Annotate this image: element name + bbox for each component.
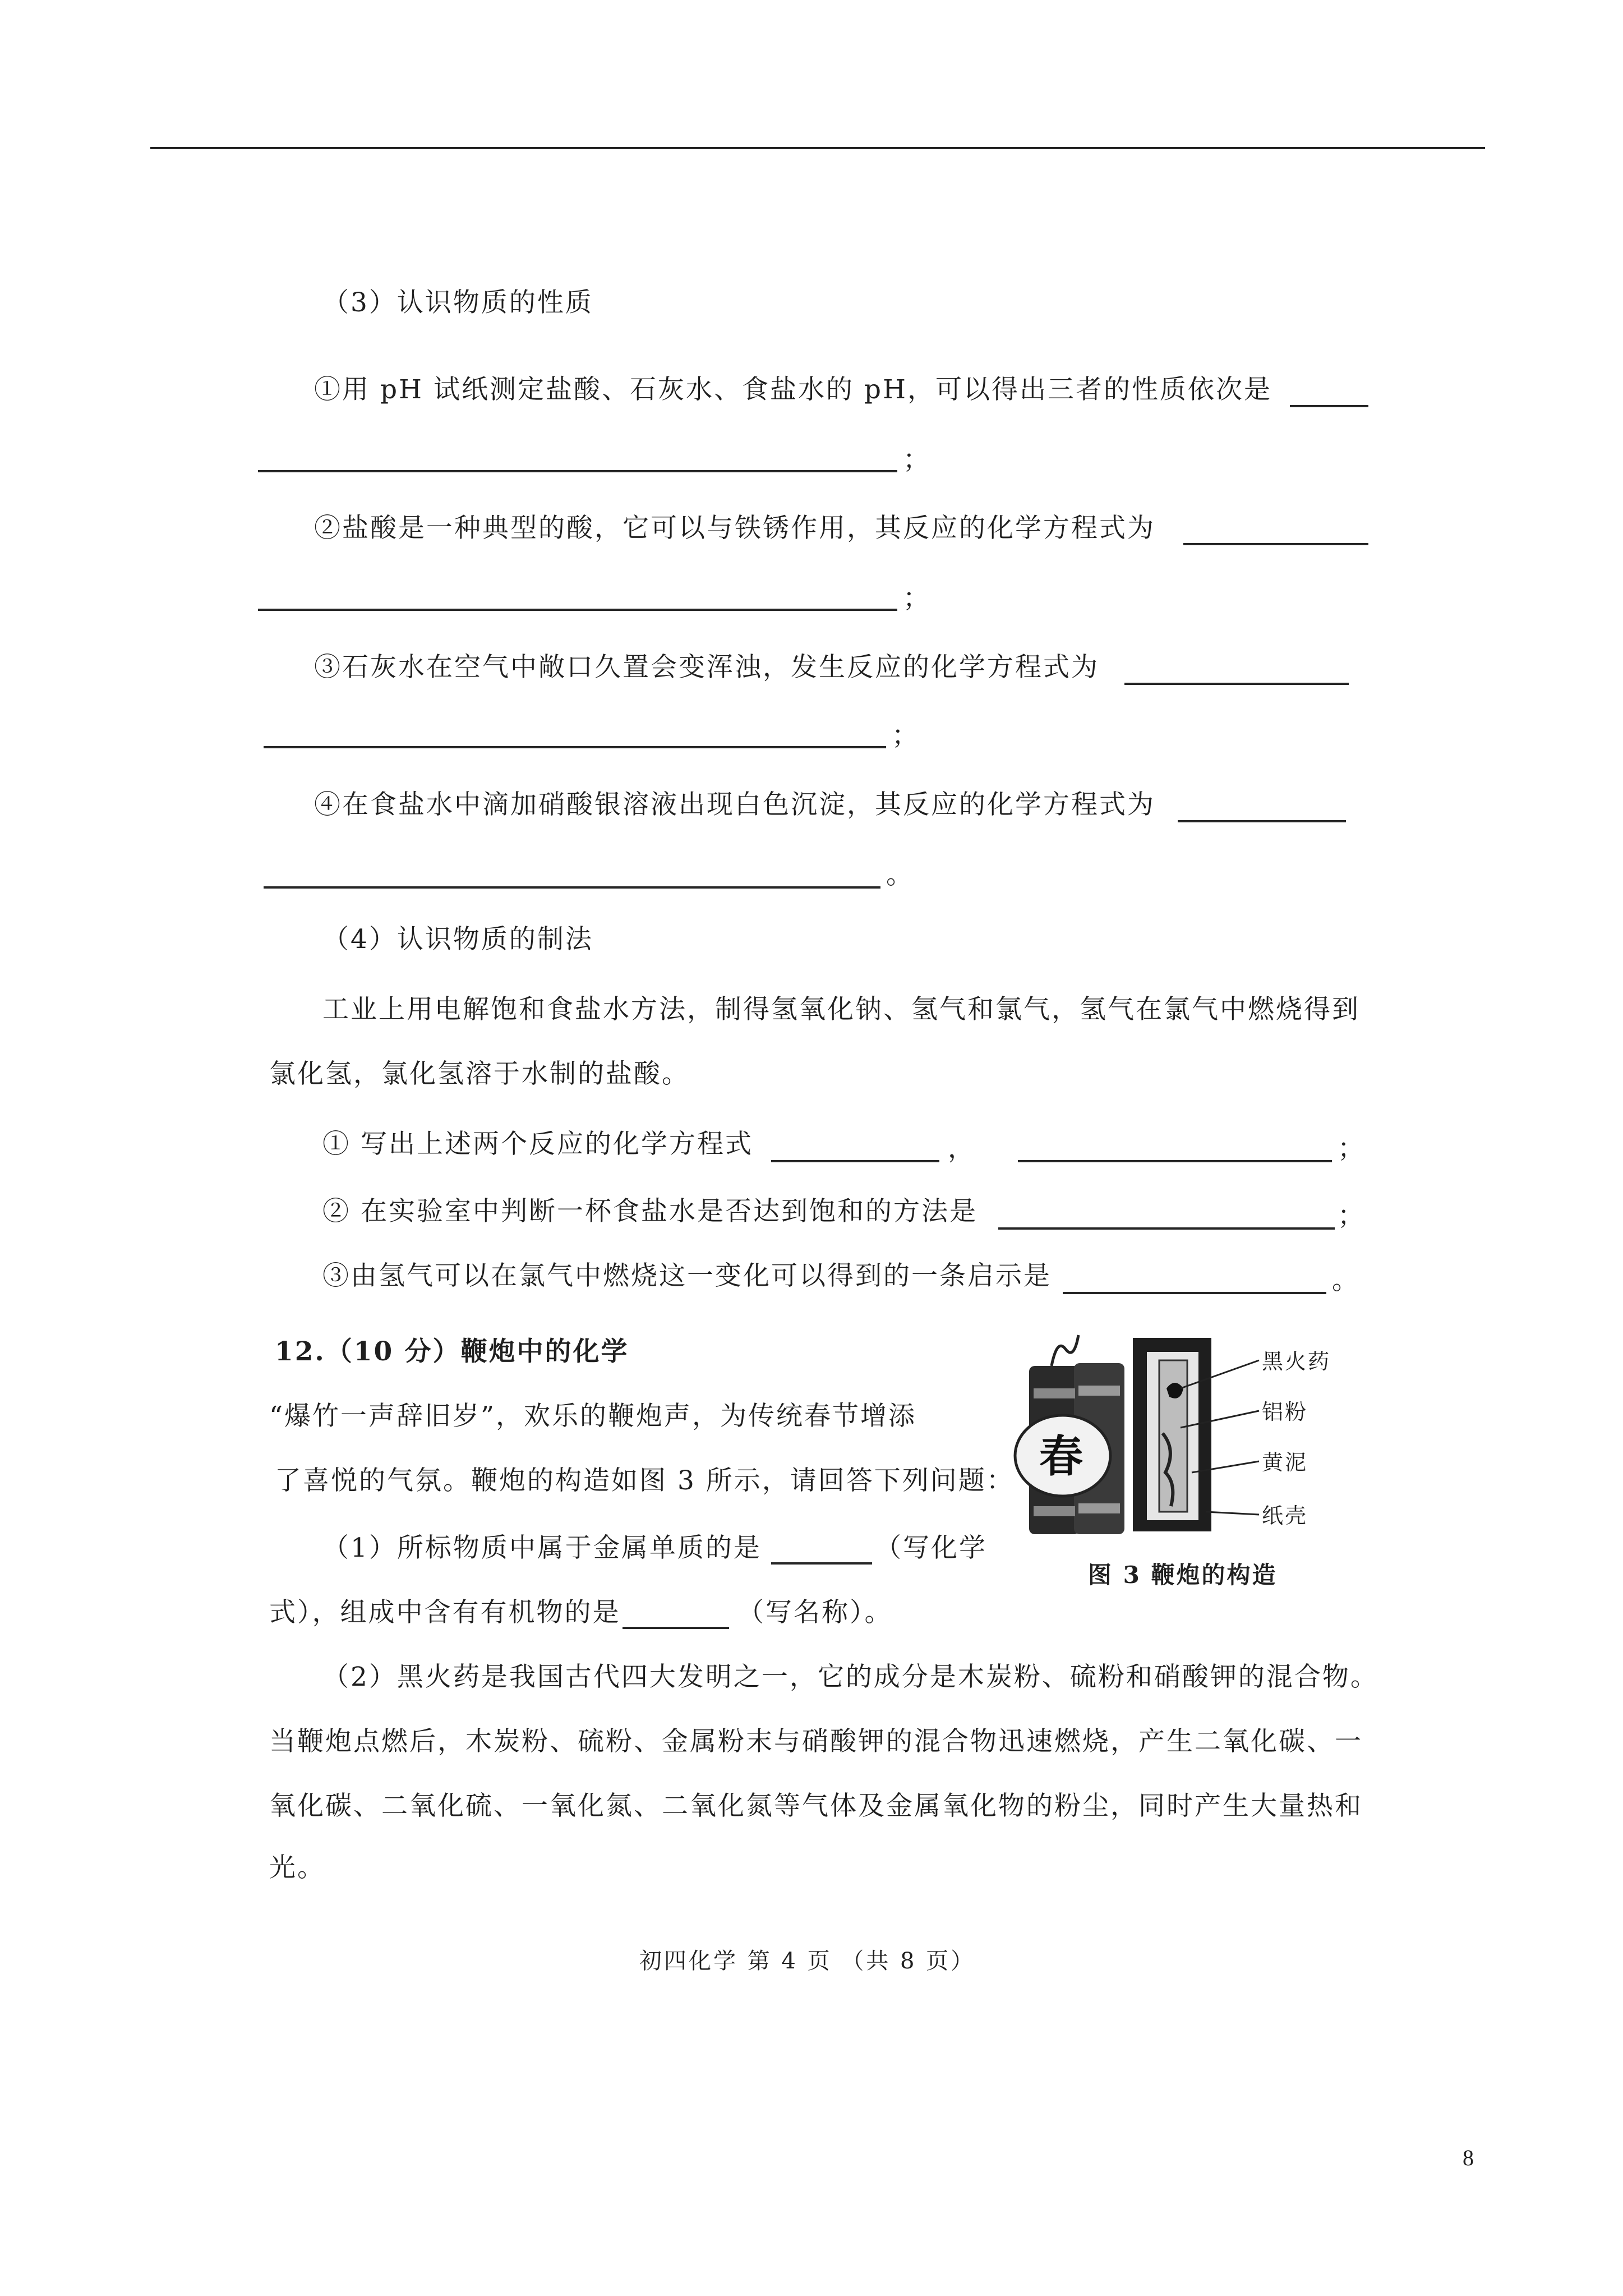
section3-question-1: ①用 pH 试纸测定盐酸、石灰水、食盐水的 pH，可以得出三者的性质依次是 bbox=[314, 374, 1272, 405]
answer-blank[interactable] bbox=[1063, 1292, 1326, 1294]
answer-blank[interactable] bbox=[1178, 820, 1346, 822]
section4-heading: （4）认识物质的制法 bbox=[322, 924, 593, 955]
question-12-intro-line-1: “爆竹一声辞旧岁”，欢乐的鞭炮声，为传统春节增添 bbox=[269, 1401, 917, 1432]
answer-blank[interactable] bbox=[771, 1562, 872, 1565]
page-footer: 初四化学 第 4 页 （共 8 页） bbox=[639, 1948, 976, 1974]
figure-label-yellow-clay: 黄泥 bbox=[1262, 1450, 1308, 1475]
wrapper-character: 春 bbox=[1039, 1431, 1083, 1482]
figure-label-black-powder: 黑火药 bbox=[1262, 1349, 1331, 1374]
section4-question-3: ③由氢气可以在氯气中燃烧这一变化可以得到的一条启示是 bbox=[322, 1260, 1052, 1291]
firecracker-figure bbox=[1012, 1327, 1276, 1551]
answer-blank[interactable] bbox=[1018, 1160, 1332, 1162]
question-12-title: 12.（10 分）鞭炮中的化学 bbox=[275, 1336, 629, 1367]
question-12-part-1-line-1: （1）所标物质中属于金属单质的是 bbox=[322, 1533, 762, 1563]
answer-blank[interactable] bbox=[623, 1627, 729, 1629]
question-12-part-2-line-3: 氧化碳、二氧化硫、一氧化氮、二氧化氮等气体及金属氧化物的粉尘，同时产生大量热和 bbox=[269, 1791, 1363, 1821]
answer-blank[interactable] bbox=[264, 746, 886, 748]
answer-blank[interactable] bbox=[1183, 543, 1368, 545]
question-12-part-1-line-2: 式），组成中含有有机物的是 bbox=[269, 1597, 621, 1628]
semicolon: ； bbox=[903, 583, 929, 614]
section3-heading: （3）认识物质的性质 bbox=[322, 287, 593, 318]
question-12-part-1-line-1-end: （写化学 bbox=[875, 1533, 987, 1563]
section4-intro-line-2: 氯化氢，氯化氢溶于水制的盐酸。 bbox=[269, 1059, 690, 1089]
answer-blank[interactable] bbox=[771, 1160, 939, 1162]
semicolon: ； bbox=[1338, 1200, 1364, 1231]
section4-question-1: ① 写出上述两个反应的化学方程式 bbox=[322, 1129, 753, 1159]
page-number: 8 bbox=[1463, 2145, 1474, 2170]
answer-blank[interactable] bbox=[264, 886, 880, 889]
question-12-part-2-line-4: 光。 bbox=[269, 1852, 325, 1883]
section4-question-2: ② 在实验室中判断一杯食盐水是否达到饱和的方法是 bbox=[322, 1196, 978, 1227]
figure-label-paper-shell: 纸壳 bbox=[1262, 1503, 1308, 1528]
section3-question-2: ②盐酸是一种典型的酸，它可以与铁锈作用，其反应的化学方程式为 bbox=[314, 513, 1155, 544]
answer-blank[interactable] bbox=[1290, 405, 1368, 407]
question-12-part-2-line-2: 当鞭炮点燃后，木炭粉、硫粉、金属粉末与硝酸钾的混合物迅速燃烧，产生二氧化碳、一 bbox=[269, 1726, 1363, 1757]
period: 。 bbox=[886, 859, 912, 890]
answer-blank[interactable] bbox=[1124, 683, 1349, 685]
semicolon: ； bbox=[892, 720, 918, 751]
answer-blank[interactable] bbox=[258, 470, 897, 472]
period: 。 bbox=[1332, 1265, 1358, 1296]
section4-intro-line-1: 工业上用电解饱和食盐水方法，制得氢氧化钠、氢气和氯气，氢气在氯气中燃烧得到 bbox=[322, 994, 1360, 1025]
section3-question-4: ④在食盐水中滴加硝酸银溶液出现白色沉淀，其反应的化学方程式为 bbox=[314, 789, 1155, 820]
semicolon: ； bbox=[903, 444, 929, 475]
section3-question-3: ③石灰水在空气中敞口久置会变浑浊，发生反应的化学方程式为 bbox=[314, 652, 1099, 683]
header-rule bbox=[150, 147, 1485, 149]
figure-caption: 图 3 鞭炮的构造 bbox=[1088, 1561, 1278, 1589]
comma: ， bbox=[948, 1133, 974, 1164]
question-12-intro-line-2: 了喜悦的气氛。鞭炮的构造如图 3 所示，请回答下列问题： bbox=[275, 1465, 1015, 1496]
question-12-part-2-line-1: （2）黑火药是我国古代四大发明之一，它的成分是木炭粉、硫粉和硝酸钾的混合物。 bbox=[322, 1662, 1378, 1692]
firecracker-illustration bbox=[1012, 1327, 1276, 1551]
answer-blank[interactable] bbox=[258, 609, 897, 611]
semicolon: ； bbox=[1338, 1133, 1364, 1164]
answer-blank[interactable] bbox=[998, 1227, 1335, 1230]
question-12-part-1-line-2-end: （写名称）。 bbox=[737, 1597, 893, 1628]
figure-label-aluminum-powder: 铝粉 bbox=[1262, 1400, 1308, 1424]
